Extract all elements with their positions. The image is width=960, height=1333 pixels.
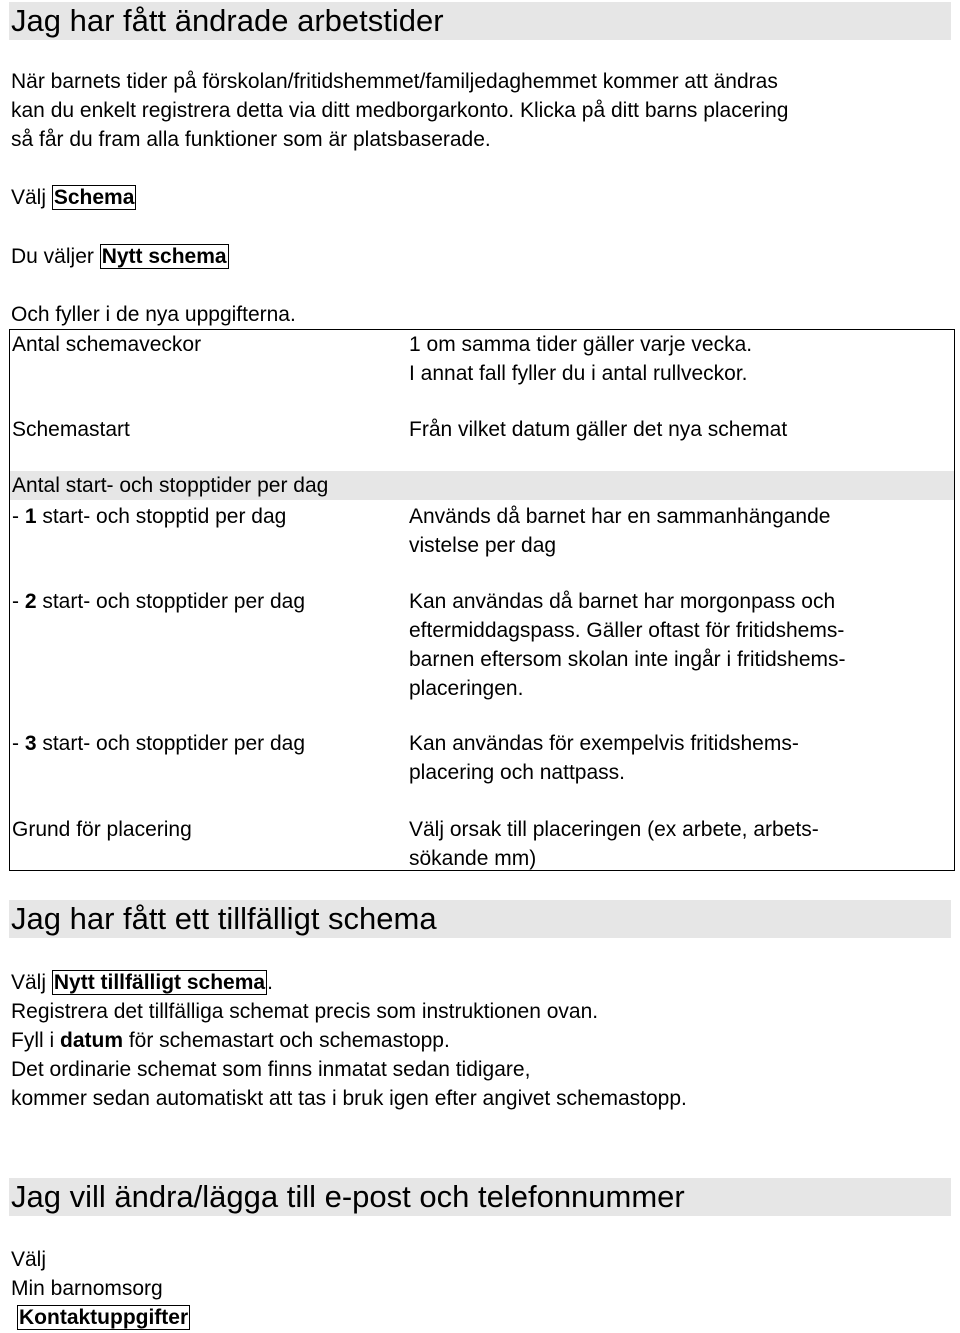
fill-instructions: Och fyller i de nya uppgifterna. [11, 303, 296, 326]
contact-button-line [17, 1303, 190, 1332]
choose-schema-line [11, 183, 136, 212]
field-desc-two-3: barnen eftersom skolan inte ingår i fritidshems- [409, 648, 846, 671]
field-desc-two-2: eftermiddagspass. Gäller oftast för fritidshems- [409, 619, 845, 642]
contact-line-2: Min barnomsorg [11, 1277, 163, 1300]
field-desc-two-1: Kan användas då barnet har morgonpass och [409, 590, 836, 613]
choose-new-schema-line [11, 242, 229, 271]
intro-line-2: kan du enkelt registrera detta via ditt medborgarkonto. Klicka på ditt barns placering [11, 99, 789, 122]
temp-line-4: Det ordinarie schemat som finns inmatat sedan tidigare, [11, 1058, 531, 1081]
field-desc-one-2: vistelse per dag [409, 534, 557, 557]
field-desc-reason-1: Välj orsak till placeringen (ex arbete, arbets- [409, 818, 819, 841]
contact-line-1: Välj [11, 1248, 47, 1271]
choose-prefix: Välj [11, 186, 52, 209]
section-heading-temporary-schema: Jag har fått ett tillfälligt schema [9, 900, 951, 938]
field-label-two: - 2 start- och stopptider per dag [12, 590, 305, 613]
field-desc-weeks-1: 1 om samma tider gäller varje vecka. [409, 333, 753, 356]
field-label-start: Schemastart [12, 418, 130, 441]
new-temp-schema-button[interactable]: Nytt tillfälligt schema [53, 971, 266, 994]
intro-line-3: så får du fram alla funktioner som är platsbaserade. [11, 128, 491, 151]
field-desc-weeks-2: I annat fall fyller du i antal rullveckor. [409, 362, 748, 385]
new-schema-button[interactable]: Nytt schema [101, 245, 227, 268]
choose-temp-schema-line: Välj Nytt tillfälligt schema. [11, 971, 273, 994]
section-label-start-stop: Antal start- och stopptider per dag [12, 474, 329, 497]
field-label-reason: Grund för placering [12, 818, 192, 841]
field-desc-three-1: Kan användas för exempelvis fritidshems- [409, 732, 799, 755]
intro-line-1: När barnets tider på förskolan/fritidshemmet/familjedaghemmet kommer att ändras [11, 70, 778, 93]
section-heading-changed-hours: Jag har fått ändrade arbetstider [9, 2, 951, 40]
field-desc-start: Från vilket datum gäller det nya schemat [409, 418, 788, 441]
field-desc-three-2: placering och nattpass. [409, 761, 625, 784]
field-desc-one-1: Används då barnet har en sammanhängande [409, 505, 831, 528]
schema-button[interactable]: Schema [53, 186, 135, 209]
field-desc-two-4: placeringen. [409, 677, 524, 700]
contact-details-button[interactable]: Kontaktuppgifter [19, 1306, 189, 1329]
field-label-one: - 1 start- och stopptid per dag [12, 505, 287, 528]
field-label-three: - 3 start- och stopptider per dag [12, 732, 305, 755]
temp-line-5: kommer sedan automatiskt att tas i bruk igen efter angivet schemastopp. [11, 1087, 687, 1110]
field-label-weeks: Antal schemaveckor [12, 333, 202, 356]
temp-line-3: Fyll i datum för schemastart och schemastopp. [11, 1029, 450, 1052]
temp-line-2: Registrera det tillfälliga schemat precis som instruktionen ovan. [11, 1000, 599, 1023]
choose2-prefix: Du väljer [11, 245, 100, 268]
field-desc-reason-2: sökande mm) [409, 847, 537, 870]
section-heading-contact: Jag vill ändra/lägga till e-post och telefonnummer [9, 1178, 951, 1216]
schema-fields-table [9, 329, 955, 871]
